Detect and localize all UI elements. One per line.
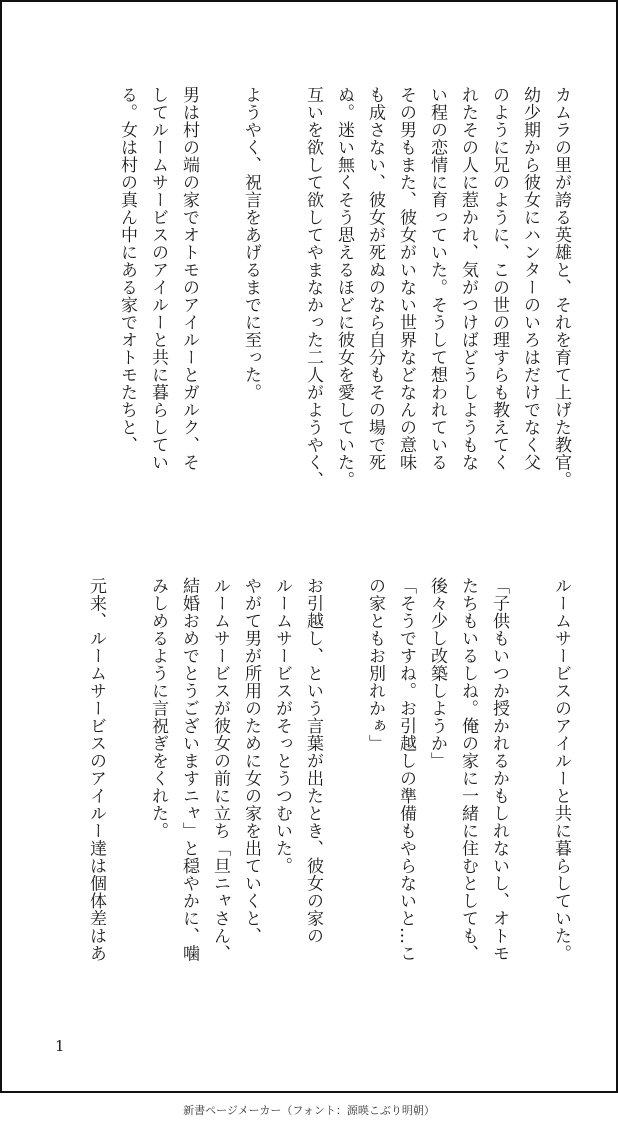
upper-line: 互いを欲して欲してやまなかった二人がようやく、 xyxy=(303,86,323,489)
upper-line: その男もまた、彼女がいない世界などなんの意味 xyxy=(396,86,416,471)
upper-text-block xyxy=(111,86,576,526)
lower-line: みしめるように言祝ぎをくれた。 xyxy=(148,577,168,840)
lower-line: 後々少し改築しようか」 xyxy=(427,577,447,770)
upper-line: のように兄のように、この世の理すらも教えてく xyxy=(489,86,509,471)
upper-line: ぬ。迷い無くそう思えるほどに彼女を愛していた。 xyxy=(334,86,354,489)
lower-line: お引越し、という言葉が出たとき、彼女の家の xyxy=(303,577,323,945)
lower-line: 結婚おめでとうございますニャ」と穏やかに、噛 xyxy=(179,577,199,962)
upper-line: ようやく、祝言をあげるまでに至った。 xyxy=(241,86,261,401)
upper-line: も成さない、彼女が死ぬのなら自分もその場で死 xyxy=(365,86,385,471)
upper-line: 幼少期から彼女にハンターのいろはだけでなく父 xyxy=(520,86,540,471)
lower-line: の家ともお別れかぁ」 xyxy=(365,577,385,752)
lower-line: ルームサービスが彼女の前に立ち「旦ニャさん、 xyxy=(210,577,230,962)
lower-line xyxy=(328,577,359,1017)
upper-line: い程の恋情に育っていた。そうして想われている xyxy=(427,86,447,471)
page-number: 1 xyxy=(55,1037,65,1055)
upper-line: カムラの里が誇る英雄と、それを育て上げた教官。 xyxy=(551,86,571,489)
footer-credit: 新書ページメーカー（フォント：源暎こぶり明朝） xyxy=(183,1104,435,1117)
lower-text-block xyxy=(80,577,576,1017)
lower-line: たちもいるしね。俺の家に一緒に住むとしても、 xyxy=(458,577,478,962)
upper-line: る。女は村の真ん中にある家でオトモたちと、 xyxy=(117,86,137,454)
upper-line: 男は村の端の家でオトモのアイルーとガルク、そ xyxy=(179,86,199,471)
upper-line: してルームサービスのアイルーと共に暮らしてい xyxy=(148,86,168,471)
lower-line xyxy=(514,577,545,1017)
lower-line: 「そうですね。お引越しの準備もやらないと…こ xyxy=(396,577,416,962)
lower-line: 「子供もいつか授かれるかもしれないし、オトモ xyxy=(489,577,509,962)
upper-line xyxy=(204,86,235,526)
lower-line: 元来、ルームサービスのアイルー達は個体差はあ xyxy=(86,577,106,962)
lower-line xyxy=(111,577,142,1017)
lower-line: ルームサービスのアイルーと共に暮らしていた。 xyxy=(551,577,571,962)
lower-line: ルームサービスがそっとうつむいた。 xyxy=(272,577,292,875)
upper-line xyxy=(266,86,297,526)
lower-line: やがて男が所用のために女の家を出ていくと、 xyxy=(241,577,261,945)
upper-line: れたその人に惹かれ、気がつけばどうしようもな xyxy=(458,86,478,471)
